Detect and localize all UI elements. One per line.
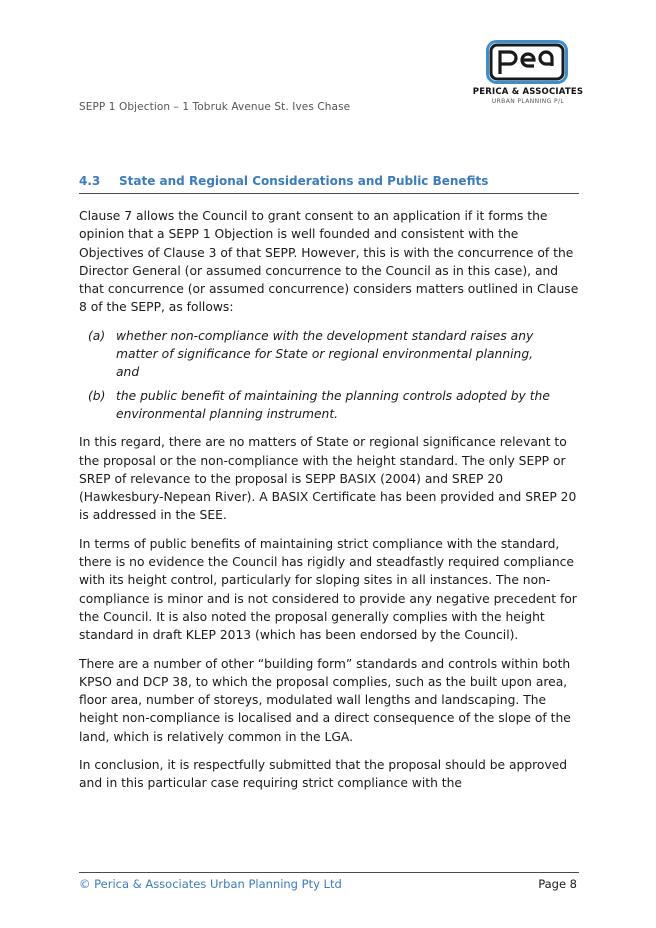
considerations-list bbox=[79, 327, 579, 423]
document-header-title: SEPP 1 Objection – 1 Tobruk Avenue St. Ives Chase bbox=[79, 101, 351, 113]
list-item bbox=[79, 327, 579, 382]
paragraph-conclusion: In conclusion, it is respectfully submitted that the proposal should be approved and in this particular case requiring strict compliance with the bbox=[79, 758, 568, 791]
paragraph-public-benefits: In terms of public benefits of maintaining strict compliance with the standard, there is no evidence the Council has rigidly and steadfastly required compliance with its height control, particularly for sloping sites in all instances. The non-compliance is minor and is not considered to provide any negative precedent for the Council. It is also noted the proposal generally complies with the height standard in draft KLEP 2013 (which has been endorsed by the Council). bbox=[79, 536, 577, 643]
logo-company-name: PERICA & ASSOCIATES bbox=[472, 87, 584, 97]
footer-copyright: © Perica & Associates Urban Planning Pty Ltd bbox=[79, 877, 342, 891]
logo-company-subtitle: URBAN PLANNING P/L bbox=[491, 98, 565, 105]
section-number: 4.3 bbox=[79, 174, 101, 188]
list-marker: (a) bbox=[88, 328, 106, 343]
list-item bbox=[79, 387, 579, 424]
paragraph-building-form: There are a number of other “building form” standards and controls within both KPSO and DCP 38, to which the proposal complies, such as the built upon area, floor area, number of storeys, modulated wall lengths and landscaping. The height non-compliance is localised and a direct consequence of the slope of the land, which is relatively common in the LGA. bbox=[79, 656, 571, 744]
paragraph-clause-7: Clause 7 allows the Council to grant consent to an application if it forms the opinion that a SEPP 1 Objection is well founded and consistent with the Objectives of Clause 3 of that SEPP. However, this is with the concurrence of the Director General (or assumed concurrence to the Council as in this case), and that concurrence (or assumed concurrence) considers matters outlined in Clause 8 of the SEPP, as follows: bbox=[79, 209, 579, 315]
paragraph-state-regional: In this regard, there are no matters of State or regional significance relevant to the proposal or the non-compliance with the height standard. The only SEPP or SREP of relevance to the proposal is SEPP BASIX (2004) and SREP 20 (Hawkesbury-Nepean River). A BASIX Certificate has been provided and SREP 20 is addressed in the SEE. bbox=[79, 435, 577, 523]
list-item-text: whether non-compliance with the development standard raises any matter of significance for State or regional environmental planning, and bbox=[116, 328, 534, 380]
page-number: Page 8 bbox=[538, 877, 577, 891]
body-text bbox=[79, 207, 579, 803]
section-title: State and Regional Considerations and Public Benefits bbox=[119, 174, 489, 188]
footer-divider bbox=[79, 872, 579, 873]
section-heading bbox=[79, 174, 579, 194]
list-marker: (b) bbox=[88, 388, 106, 403]
pea-logo-icon bbox=[486, 40, 568, 84]
company-logo bbox=[468, 40, 588, 116]
list-item-text: the public benefit of maintaining the planning controls adopted by the environmental planning instrument. bbox=[116, 388, 550, 421]
